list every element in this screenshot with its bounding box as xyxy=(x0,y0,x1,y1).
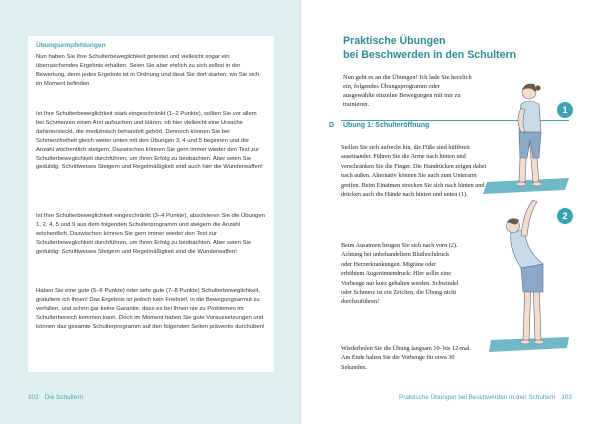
footer-left xyxy=(28,394,83,401)
page-title-line-2: bei Beschwerden in den Schultern xyxy=(343,49,517,61)
box-paragraph-2: Ist Ihre Schulterbeweglichkeit stark eingeschränkt (1–2 Punkte), sollten Sie vor allem bei Schmerzen einen Arzt aufsuchen und klären, ob hier vielleicht eine Ursache dahintersteckt, die medizinisch behandelt gehört. Dennoch können Sie bei Schmerzfreiheit gleich weiter unten mit den Übungen 3, 4 und 5 beginnen und die Anzahl wöchentlich steigern. Dazwischen können Sie gern immer wieder den Test zur Schulterbeweglichkeit durchführen, um Ihren Erfolg zu beobachten. Aber seien Sie geduldig: Schrittweises Steigern und Regelmäßigkeit sind auch hier die Wunderwaffen! xyxy=(36,111,263,171)
page-title-line-1: Praktische Übungen xyxy=(343,35,446,47)
box-paragraph-3: Ist Ihre Schulterbeweglichkeit eingeschränkt (3–4 Punkte), absolvieren Sie die Übungen 1, 2, 4, 5 und 9 aus dem folgenden Schulterprogramm und steigern die Anzahl wöchentlich. Dazwischen können Sie gern immer wieder den Test zur Schulterbeweglichkeit durchführen, um Ihren Erfolg zu beobachten. Aber seien Sie geduldig: Schrittweises Steigern und Regelmäßigkeit sind die Wunderwaffen! xyxy=(36,213,265,255)
exercise-text-2: Beim Ausatmen beugen Sie sich nach vorn (2). Achtung bei unbehandeltem Bluthochdruck oder Herzerkrankungen. Migräne oder erhöhtem Augeninnendruck: Hier sollte eine Vorbeuge nur kurz gehalten werden. Schwindel oder Schmerz ist ein Zeichen, die Übung nicht durchzuführen! xyxy=(341,242,459,306)
exercise-text-3: Wiederholen Sie die Übung langsam 10- bis 12-mal. Am Ende halten Sie die Vorbeuge für etwa 30 Sekunden. xyxy=(341,345,472,371)
footer-chapter-right: Praktische Übungen bei Beschwerden in den Schultern xyxy=(399,394,556,401)
box-title: Übungsempfehlungen xyxy=(36,42,106,49)
right-page xyxy=(301,0,600,424)
woman-standing-figure xyxy=(481,74,571,194)
footer-right xyxy=(399,394,572,401)
recommendation-box xyxy=(28,36,274,372)
footer-chapter-left: Die Schultern xyxy=(44,394,84,401)
section-letter: D xyxy=(329,122,335,129)
section-title: Übung 1: Schulteröffnung xyxy=(343,122,430,129)
page-number-left: 102 xyxy=(28,394,39,401)
intro-text: Nun geht es an die Übungen! Ich lade Sie herzlich ein, folgendes Übungsprogramm oder ausgewählte einzelne Bewegungen mit mir zu trainieren. xyxy=(343,74,472,108)
box-paragraph-1: Nun haben Sie Ihre Schulterbeweglichkeit getestet und vielleicht sogar ein überraschendes Ergebnis erhalten. Seien Sie aber ehrlich zu sich selbst in der Bewertung, denn jedes Ergebnis ist in Ordnung und lässt Sie dort starten, wo Sie sich im Moment befinden. xyxy=(36,54,260,87)
page-title xyxy=(343,34,516,62)
step-badge-2: 2 xyxy=(557,208,573,224)
step-badge-1: 1 xyxy=(557,102,573,118)
page-number-right: 103 xyxy=(561,394,572,401)
exercise-text-1: Stellen Sie sich aufrecht hin, die Füße sind hüftbreit auseinander. Führen Sie die Arme nach hinten und verschränken Sie die Finger. Die Handrücken zeigen dabei nach außen. Alternativ können Sie auch zum Unterarm greifen. Beim Einatmen strecken Sie sich nach hinten und drücken auch die Hände nach hinten und unten (1). xyxy=(341,144,487,199)
box-paragraph-4: Haben Sie eine gute (5–6 Punkte) oder sehr gute (7–8 Punkte) Schulterbeweglichkeit, gratuliere ich Ihnen! Das Ergebnis ist jedoch kein Freibrief, in die Bewegungsarmut zu verfallen, und schon gar keine Garantie, dass es bei Ihnen nie zu Problemen im Schulterbereich kommen kann. Doch im Moment haben Sie gute Voraussetzungen und können das gesamte Schulterprogramm auf den folgenden Seiten präventiv durchüben! xyxy=(36,288,265,330)
